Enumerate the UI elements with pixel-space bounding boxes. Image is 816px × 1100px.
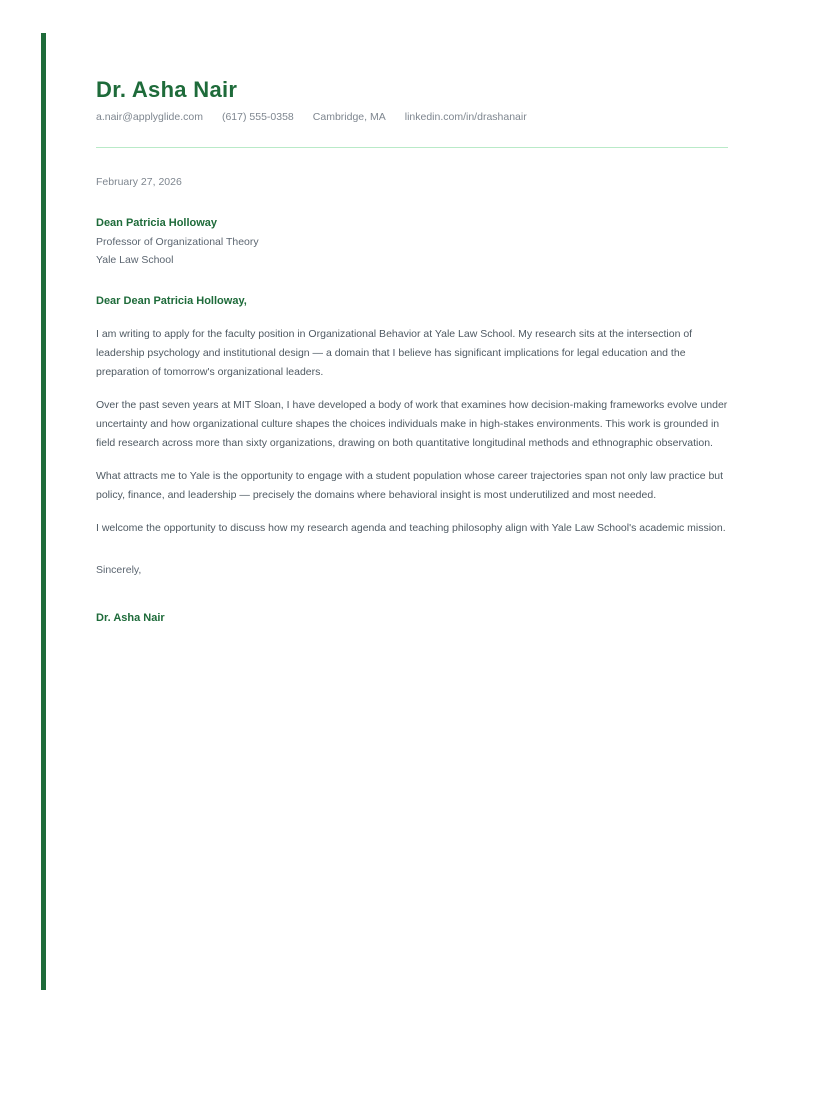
sender-name: Dr. Asha Nair — [96, 77, 238, 102]
body-paragraph-3: What attracts me to Yale is the opportunity to engage with a student population whose career trajectories span not only law practice but policy, finance, and leadership — precisely the domains where behavioral insight is most underutilized and most needed. — [96, 469, 724, 501]
contact-location: Cambridge, MA — [312, 111, 386, 124]
body-paragraph-4: I welcome the opportunity to discuss how my research agenda and teaching philosophy align with Yale Law School's academic mission. — [96, 521, 726, 534]
recipient-block — [96, 214, 728, 270]
contact-row — [96, 111, 728, 123]
recipient-name: Dean Patricia Holloway — [96, 217, 218, 230]
letter-date: February 27, 2026 — [96, 176, 182, 189]
header-divider — [96, 147, 728, 148]
letter-body — [96, 176, 728, 624]
letter-header — [96, 78, 728, 148]
recipient-title: Professor of Organizational Theory — [96, 235, 259, 248]
signature-name: Dr. Asha Nair — [96, 611, 165, 624]
letter-content — [96, 78, 728, 624]
letter-page — [41, 33, 757, 990]
contact-phone: (617) 555-0358 — [221, 111, 294, 124]
contact-linkedin: linkedin.com/in/drashanair — [404, 111, 527, 124]
closing: Sincerely, — [96, 563, 142, 576]
salutation: Dear Dean Patricia Holloway, — [96, 294, 247, 307]
body-paragraph-2: Over the past seven years at MIT Sloan, I have developed a body of work that examines how decision-making frameworks evolve under uncertainty and how organizational culture shapes the choices individuals make in high-stakes environments. This work is grounded in field research across more than sixty organizations, drawing on both quantitative longitudinal methods and ethnographic observation. — [96, 398, 728, 449]
contact-email: a.nair@applyglide.com — [96, 111, 203, 124]
recipient-institution: Yale Law School — [96, 254, 174, 267]
body-paragraph-1: I am writing to apply for the faculty position in Organizational Behavior at Yale Law School. My research sits at the intersection of leadership psychology and institutional design — a domain that I believe has significant implications for legal education and the preparation of tomorrow's organizational leaders. — [96, 327, 693, 378]
